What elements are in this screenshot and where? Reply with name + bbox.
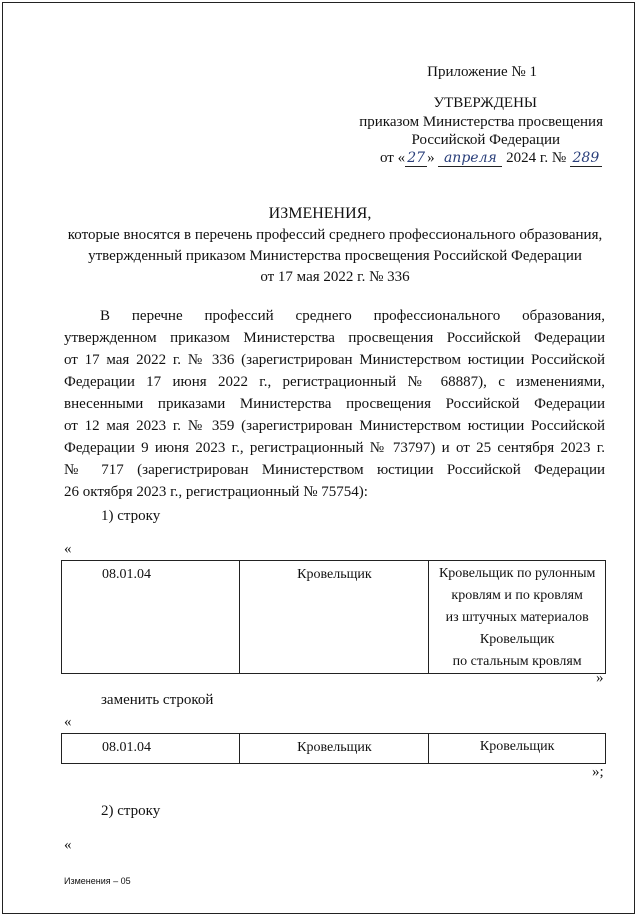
new-row-desc: Кровельщик <box>429 734 606 764</box>
body-line: от 12 мая 2023 г. № 359 (зарегистрирован Министерством юстиции Российской <box>64 418 605 434</box>
doc-subtitle-1: которые вносятся в перечень профессий среднего профессионального образования, <box>67 227 603 243</box>
desc-line: из штучных материалов <box>445 610 589 625</box>
new-row-code: 08.01.04 <box>62 734 240 764</box>
body-line: от 17 мая 2022 г. № 336 (зарегистрирован Министерством юстиции Российской <box>64 352 605 368</box>
approval-date <box>380 150 602 167</box>
approved-by-line: приказом Министерства просвещения <box>359 114 603 130</box>
item1-label: 1) строку <box>101 508 161 524</box>
body-paragraph <box>64 305 605 503</box>
appendix-label: Приложение № 1 <box>427 64 537 80</box>
footer-code: Изменения – 05 <box>64 876 131 886</box>
new-row-table <box>61 733 606 764</box>
table-row <box>62 734 606 764</box>
item1-close-quote: » <box>596 670 604 686</box>
order-number-handwritten: 289 <box>570 150 602 167</box>
new-row-name: Кровельщик <box>240 734 429 764</box>
approved-label: УТВЕРЖДЕНЫ <box>433 95 537 111</box>
date-year: 2024 г. № <box>506 150 567 166</box>
body-line: Федерации 17 июня 2022 г., регистрационный № 68887), с изменениями, <box>64 374 605 390</box>
body-line: утвержденном приказом Министерства просвещения Российской Федерации <box>64 330 605 346</box>
body-line: Федерации 9 июня 2023 г., регистрационный № 73797) и от 25 сентября 2023 г. <box>64 440 605 456</box>
item1-close-quote-2: »; <box>592 764 604 780</box>
item2-label: 2) строку <box>101 803 161 819</box>
replace-label: заменить строкой <box>101 692 214 708</box>
approved-by-country: Российской Федерации <box>411 132 560 148</box>
date-prefix: от « <box>380 150 406 166</box>
desc-line: Кровельщик <box>479 632 555 647</box>
item1-open-quote: « <box>64 541 72 557</box>
desc-line: Кровельщик по рулонным <box>438 566 596 581</box>
date-day-handwritten: 27 <box>405 150 427 167</box>
doc-subtitle-3: от 17 мая 2022 г. № 336 <box>260 269 410 285</box>
doc-subtitle-2: утвержденный приказом Министерства просвещения Российской Федерации <box>88 248 582 264</box>
table-row <box>62 561 606 674</box>
body-line: № 717 (зарегистрирован Министерством юстиции Российской Федерации <box>64 462 605 478</box>
old-row-code: 08.01.04 <box>62 561 240 674</box>
old-row-desc <box>429 561 606 674</box>
old-row-table <box>61 560 606 674</box>
desc-line: кровлям и по кровлям <box>451 588 583 603</box>
item1-open-quote-2: « <box>64 714 72 730</box>
date-mid: » <box>427 150 435 166</box>
old-row-name: Кровельщик <box>240 561 429 674</box>
date-month-handwritten: апреля <box>438 150 502 167</box>
body-line: внесенными приказами Министерства просвещения Российской Федерации <box>64 396 605 412</box>
item2-open-quote: « <box>64 837 72 853</box>
body-line: В перечне профессий среднего профессионального образования, <box>100 308 605 324</box>
doc-title: ИЗМЕНЕНИЯ, <box>268 205 372 222</box>
body-line: 26 октября 2023 г., регистрационный № 75754): <box>64 484 368 500</box>
desc-line: по стальным кровлям <box>452 654 582 669</box>
